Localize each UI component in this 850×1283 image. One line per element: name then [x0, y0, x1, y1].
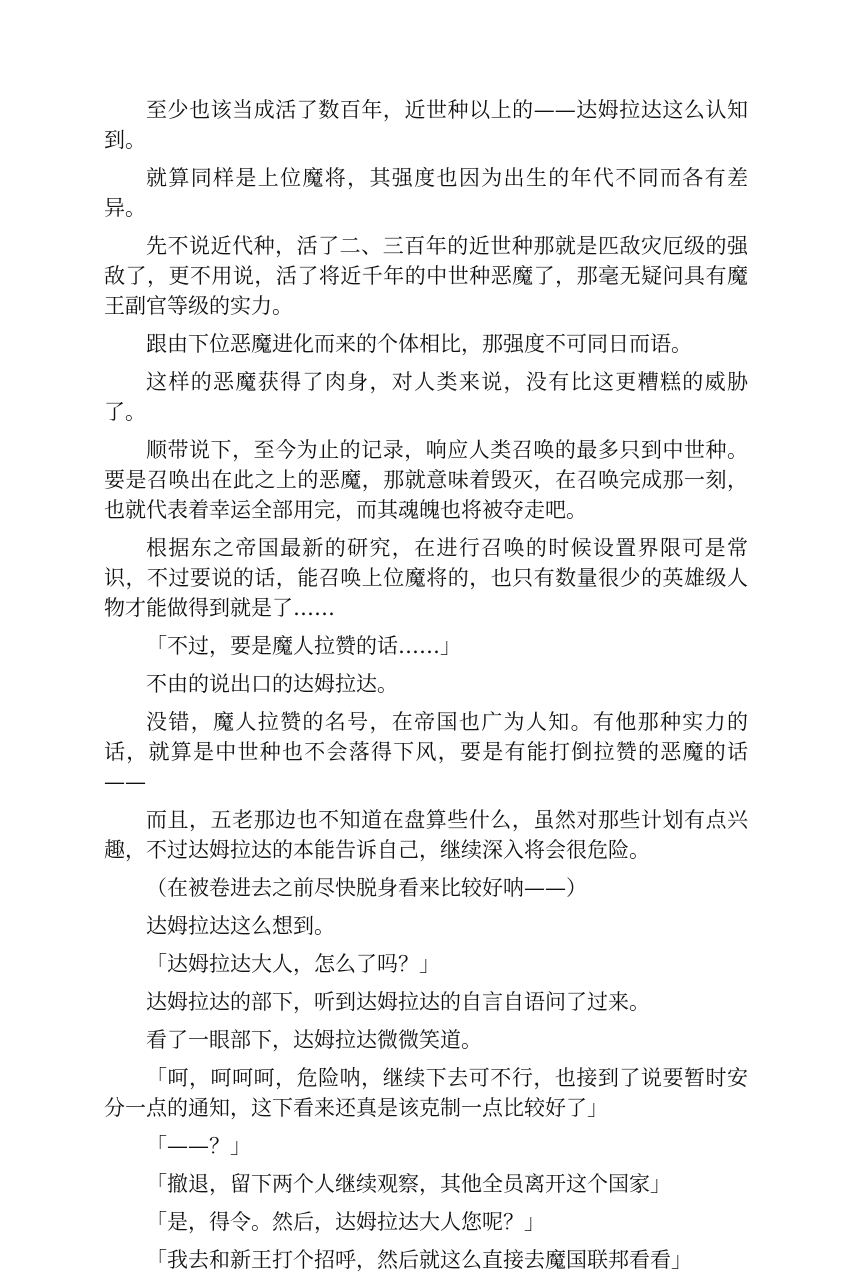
dialogue-line: 「是，得令。然后，达姆拉达大人您呢？」 — [146, 1210, 545, 1234]
paragraph: 看了一眼部下，达姆拉达微微笑道。 — [146, 1028, 482, 1052]
paragraph: 先不说近代种，活了二、三百年的近世种那就是匹敌灾厄级的强敌了，更不用说，活了将近千年的中世种恶魔了，那毫无疑问具有魔王副官等级的实力。 — [104, 234, 748, 318]
paragraph: 顺带说下，至今为止的记录，响应人类召唤的最多只到中世种。要是召唤出在此之上的恶魔，那就意味着毁灭，在召唤完成那一刻，也就代表着幸运全部用完，而其魂魄也将被夺走吧。 — [104, 438, 748, 522]
paragraph: 至少也该当成活了数百年，近世种以上的——达姆拉达这么认知到。 — [104, 98, 748, 152]
inner-thought: （在被卷进去之前尽快脱身看来比较好呐——） — [146, 876, 587, 900]
paragraph: 跟由下位恶魔进化而来的个体相比，那强度不可同日而语。 — [146, 332, 692, 356]
paragraph: 没错，魔人拉赞的名号，在帝国也广为人知。有他那种实力的话，就算是中世种也不会落得下风，要是有能打倒拉赞的恶魔的话—— — [104, 710, 748, 794]
paragraph: 达姆拉达这么想到。 — [146, 914, 335, 938]
paragraph: 达姆拉达的部下，听到达姆拉达的自言自语问了过来。 — [146, 990, 650, 1014]
dialogue-line: 「呵，呵呵呵，危险呐，继续下去可不行，也接到了说要暂时安分一点的通知，这下看来还真是该克制一点比较好了」 — [104, 1066, 748, 1120]
paragraph: 不由的说出口的达姆拉达。 — [146, 672, 398, 696]
paragraph: 而且，五老那边也不知道在盘算些什么，虽然对那些计划有点兴趣，不过达姆拉达的本能告诉自己，继续深入将会很危险。 — [104, 808, 748, 862]
dialogue-line: 「撤退，留下两个人继续观察，其他全员离开这个国家」 — [146, 1172, 671, 1196]
paragraph: 这样的恶魔获得了肉身，对人类来说，没有比这更糟糕的威胁了。 — [104, 370, 748, 424]
paragraph: 就算同样是上位魔将，其强度也因为出生的年代不同而各有差异。 — [104, 166, 748, 220]
document-body — [104, 95, 748, 1283]
dialogue-line: 「——？」 — [146, 1134, 251, 1158]
paragraph: 根据东之帝国最新的研究，在进行召唤的时候设置界限可是常识，不过要说的话，能召唤上位魔将的，也只有数量很少的英雄级人物才能做得到就是了…… — [104, 536, 748, 620]
dialogue-line: 「我去和新王打个招呼，然后就这么直接去魔国联邦看看」 — [146, 1248, 692, 1272]
dialogue-line: 「不过，要是魔人拉赞的话……」 — [146, 634, 461, 658]
dialogue-line: 「达姆拉达大人，怎么了吗？」 — [146, 952, 440, 976]
